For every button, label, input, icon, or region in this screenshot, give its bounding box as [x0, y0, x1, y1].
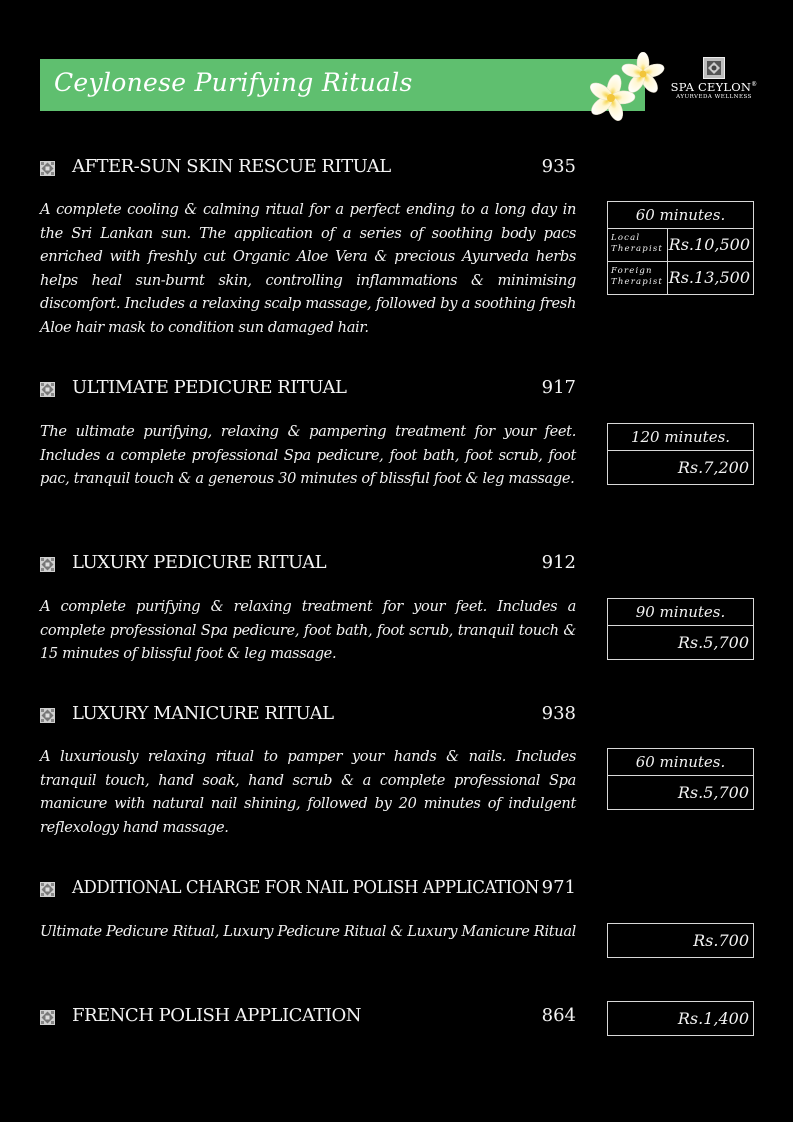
- treatment-header: [40, 877, 578, 903]
- page-title: Ceylonese Purifying Rituals: [54, 68, 413, 97]
- treatment-header: [40, 1005, 578, 1031]
- price-box-luxury-pedicure: [607, 598, 754, 660]
- treatment-title: ULTIMATE PEDICURE RITUAL: [72, 377, 347, 398]
- duration-label: 120 minutes.: [608, 424, 753, 451]
- local-therapist-label: Local Therapist: [608, 229, 668, 261]
- treatment-title: FRENCH POLISH APPLICATION: [72, 1005, 361, 1026]
- duration-label: 60 minutes.: [608, 749, 753, 776]
- spa-ceylon-logo: [666, 57, 762, 117]
- price-value: Rs.1,400: [677, 1009, 749, 1028]
- local-therapist-price: Rs.10,500: [668, 235, 750, 254]
- logo-tagline: AYURVEDA WELLNESS: [676, 94, 752, 100]
- ornament-bullet-icon: [40, 161, 55, 176]
- treatment-header: [40, 156, 578, 182]
- local-therapist-row: [608, 229, 753, 261]
- treatment-code: 935: [541, 156, 576, 177]
- price-value: Rs.700: [693, 931, 749, 950]
- price-value: Rs.7,200: [677, 458, 749, 477]
- duration-label: 60 minutes.: [608, 202, 753, 229]
- header-banner: [40, 59, 645, 111]
- frangipani-flowers-icon: [585, 52, 670, 127]
- price-box-luxury-manicure: [607, 748, 754, 810]
- treatment-header: [40, 552, 578, 578]
- treatment-title: LUXURY MANICURE RITUAL: [72, 703, 334, 724]
- ornament-bullet-icon: [40, 557, 55, 572]
- price-box-ultimate-pedicure: [607, 423, 754, 485]
- foreign-therapist-price: Rs.13,500: [668, 268, 750, 287]
- treatment-code: 912: [541, 552, 576, 573]
- treatment-title: AFTER-SUN SKIN RESCUE RITUAL: [72, 156, 391, 177]
- price-value: Rs.5,700: [677, 783, 749, 802]
- price-value: Rs.5,700: [677, 633, 749, 652]
- treatment-description: A luxuriously relaxing ritual to pamper your hands & nails. Includes tranquil touch, hand soak, hand scrub & a complete professional Spa manicure with natural nail shining, followed by 20 minutes of indulgent reflexology hand massage.: [40, 748, 576, 836]
- foreign-therapist-label: Foreign Therapist: [608, 262, 668, 294]
- duration-label: 90 minutes.: [608, 599, 753, 626]
- spa-ceylon-emblem-icon: [703, 57, 725, 79]
- ornament-bullet-icon: [40, 882, 55, 897]
- treatment-code: 971: [541, 877, 576, 898]
- treatment-header: [40, 703, 578, 729]
- treatment-header: [40, 377, 578, 403]
- price-box-french-polish: [607, 1001, 754, 1036]
- ornament-bullet-icon: [40, 708, 55, 723]
- ornament-bullet-icon: [40, 1010, 55, 1025]
- treatment-description: The ultimate purifying, relaxing & pampering treatment for your feet. Includes a complete professional Spa pedicure, foot bath, foot scrub, foot pac, tranquil touch & a generous 30 minutes of blissful foot & leg massage.: [40, 423, 576, 488]
- treatment-code: 917: [541, 377, 576, 398]
- foreign-therapist-row: [608, 261, 753, 294]
- treatment-description: A complete purifying & relaxing treatment for your feet. Includes a complete professional Spa pedicure, foot bath, foot scrub, tranquil touch & 15 minutes of blissful foot & leg massage.: [40, 598, 576, 663]
- price-box-nail-polish-charge: [607, 923, 754, 958]
- treatment-title: LUXURY PEDICURE RITUAL: [72, 552, 327, 573]
- treatment-title: ADDITIONAL CHARGE FOR NAIL POLISH APPLICATION: [72, 877, 539, 898]
- treatment-code: 938: [541, 703, 576, 724]
- treatment-code: 864: [541, 1005, 576, 1026]
- ornament-bullet-icon: [40, 382, 55, 397]
- price-box-after-sun: [607, 201, 754, 295]
- logo-name: SPA CEYLON®: [670, 80, 758, 94]
- treatment-description: A complete cooling & calming ritual for a perfect ending to a long day in the Sri Lankan sun. The application of a series of soothing body pacs enriched with freshly cut Organic Aloe Vera & precious Ayurveda herbs helps heal sun-burnt skin, controlling inflammations & minimising discomfort. Includes a relaxing scalp massage, followed by a soothing fresh Aloe hair mask to condition sun damaged hair.: [40, 201, 576, 336]
- treatment-description: Ultimate Pedicure Ritual, Luxury Pedicure Ritual & Luxury Manicure Ritual: [40, 923, 576, 940]
